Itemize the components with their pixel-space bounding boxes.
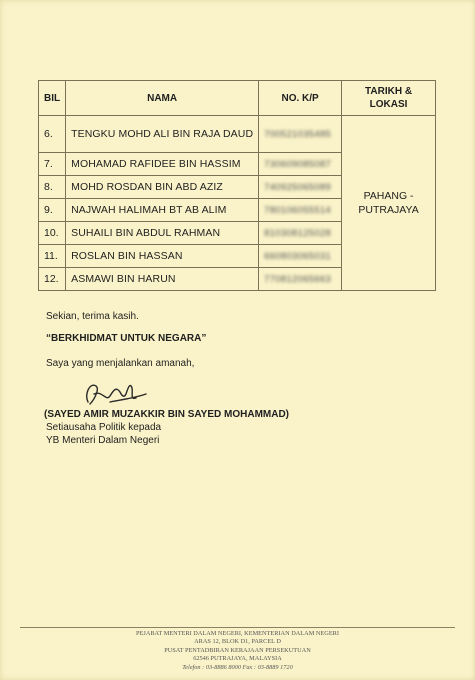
closing-thanks: Sekian, terima kasih. [46,311,139,322]
row-nokp [259,199,342,222]
row-bil: 6. [39,116,66,153]
row-lokasi: PAHANG - PUTRAJAYA [342,116,436,291]
row-nama: TENGKU MOHD ALI BIN RAJA DAUD [66,116,259,153]
footer-address-1: ARAS 12, BLOK D1, PARCEL D [194,638,281,646]
row-nama: MOHAMAD RAFIDEE BIN HASSIM [66,153,259,176]
redacted-ic-number: 700521035485 [264,128,332,140]
signatory-role-line2: YB Menteri Dalam Negeri [46,435,160,446]
header-nama: NAMA [66,81,259,116]
closing-trust: Saya yang menjalankan amanah, [46,358,195,369]
redacted-ic-number: 740925065089 [264,181,332,193]
row-nama: SUHAILI BIN ABDUL RAHMAN [66,222,259,245]
members-table [38,80,436,291]
row-nama: ROSLAN BIN HASSAN [66,245,259,268]
footer-address-2: PUSAT PENTADBIRAN KERAJAAN PERSEKUTUAN [164,646,311,654]
redacted-ic-number: 770812065663 [264,273,332,285]
redacted-ic-number: 810308125028 [264,227,332,239]
table-row [39,116,436,153]
signatory-role-line1: Setiausaha Politik kepada [46,422,162,433]
row-bil: 7. [39,153,66,176]
redacted-ic-number: 730609085087 [264,158,332,170]
redacted-ic-number: 660803065031 [264,250,332,262]
row-nokp [259,222,342,245]
row-bil: 10. [39,222,66,245]
row-nokp [259,176,342,199]
row-bil: 11. [39,245,66,268]
row-nama: MOHD ROSDAN BIN ABD AZIZ [66,176,259,199]
footer-contact: Telefon : 03-8886 8000 Fax : 03-8889 1720 [182,663,293,671]
footer-divider [20,627,455,628]
row-nokp [259,153,342,176]
header-bil: BIL [39,81,66,116]
row-nokp [259,116,342,153]
footer-office: PEJABAT MENTERI DALAM NEGERI, KEMENTERIAN DALAM NEGERI [136,630,339,637]
row-bil: 9. [39,199,66,222]
table-header-row [39,81,436,116]
row-nokp [259,268,342,291]
signatory-name: (SAYED AMIR MUZAKKIR BIN SAYED MOHAMMAD) [44,409,290,420]
letterhead-footer [60,630,415,672]
row-nama: ASMAWI BIN HARUN [66,268,259,291]
row-nama: NAJWAH HALIMAH BT AB ALIM [66,199,259,222]
closing-motto: “BERKHIDMAT UNTUK NEGARA” [46,333,207,344]
header-nokp: NO. K/P [259,81,342,116]
row-bil: 12. [39,268,66,291]
handwritten-signature [80,372,150,412]
redacted-ic-number: 780106055514 [264,204,332,216]
row-nokp [259,245,342,268]
footer-address-3: 62546 PUTRAJAYA, MALAYSIA [193,655,282,663]
header-tarikh-lokasi: TARIKH & LOKASI [342,81,436,116]
row-bil: 8. [39,176,66,199]
